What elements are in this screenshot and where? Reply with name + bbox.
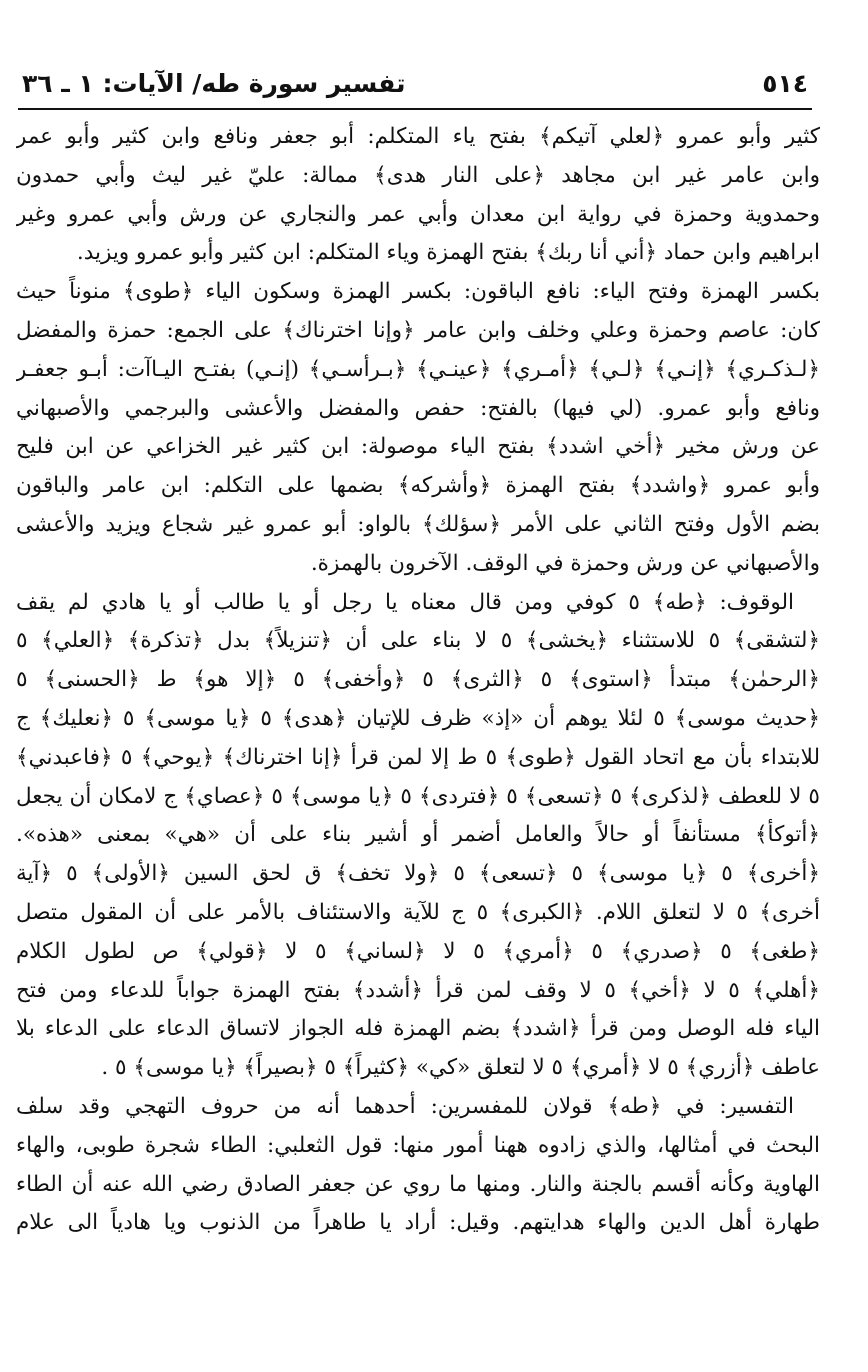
text-line: الوقوف: ﴿طه﴾ ٥ كوفي ومن قال معناه يا رجل أو يا طالب أو يا هادي لم يقف: [16, 589, 794, 615]
text-line: ٥ لا للعطف ﴿لذكرى﴾ ٥ ﴿تسعى﴾ ٥ ﴿فتردى﴾ ٥ ﴿يا موسى﴾ ٥ ﴿عصاي﴾ ج لامكان أن يجعل: [16, 783, 820, 809]
text-line: أخرى﴾ ٥ لا لتعلق اللام. ﴿الكبرى﴾ ٥ ج للآية والاستئناف بالأمر على أن المقول متصل: [16, 899, 820, 925]
text-line: وابن عامر غير ابن مجاهد ﴿على النار هدى﴾ ممالة: عليّ غير ليث وأبي حمدون: [16, 162, 820, 188]
text-line: طهارة أهل الدين والهاء هدايتهم. وقيل: أراد يا طاهراً من الذنوب ويا هادياً الى علام: [16, 1210, 820, 1236]
text-line: عن ورش مخير ﴿أخي اشدد﴾ بفتح الياء موصولة: ابن كثير غير الخزاعي عن ابن فليح: [16, 434, 820, 460]
text-line: بضم الأول وفتح الثاني على الأمر ﴿سؤلك﴾ بالواو: أبو عمرو غير شجاع ويزيد والأعشى: [16, 511, 820, 537]
text-line: ونافع وأبو عمرو. (لي فيها) بالفتح: حفص والمفضل والأعشى والبرجمي والأصبهاني: [16, 395, 820, 421]
body-text: [16, 118, 820, 1243]
text-line: كان: عاصم وحمزة وعلي وخلف وابن عامر ﴿وإنا اخترناك﴾ على الجمع: حمزة والمفضل: [16, 317, 820, 343]
text-line: البحث في أمثالها، والذي زادوه ههنا أمور منها: قول الثعلبي: الطاء شجرة طوبى، والهاء: [16, 1132, 820, 1158]
text-line: الياء فله الوصل ومن قرأ ﴿اشدد﴾ بضم الهمزة فله الجواز لاتساق الدعاء على الدعاء بلا: [16, 1016, 820, 1042]
text-line: التفسير: في ﴿طه﴾ قولان للمفسرين: أحدهما أنه من حروف التهجي وقد سلف: [16, 1093, 794, 1119]
text-line: ﴿حديث موسى﴾ ٥ لئلا يوهم أن «إذ» ظرف للإتيان ﴿هدى﴾ ٥ ﴿يا موسى﴾ ٥ ﴿نعليك﴾ ج: [16, 705, 820, 731]
running-title: تفسير سورة طه/ الآيات: ١ ـ ٣٦: [22, 69, 406, 98]
paragraph-tafsir: [16, 1088, 820, 1243]
text-line: للابتداء بأن مع اتحاد القول ﴿طوى﴾ ٥ ط إلا لمن قرأ ﴿إنا اخترناك﴾ ﴿يوحي﴾ ٥ ﴿فاعبدني﴾: [16, 744, 820, 770]
text-line: كثير وأبو عمرو ﴿لعلي آتيكم﴾ بفتح ياء المتكلم: أبو جعفر ونافع وابن كثير وأبو عمر: [16, 124, 820, 149]
text-line: ابراهيم وابن حماد ﴿أني أنا ربك﴾ بفتح الهمزة وياء المتكلم: ابن كثير وأبو عمرو ويزيد.: [76, 240, 820, 266]
page-number: ٥١٤: [762, 69, 808, 98]
text-line: وحمدوية وحمزة في رواية ابن معدان وأبي عمر والنجاري عن ورش وأبي عمرو وغير: [16, 201, 820, 227]
text-line: وأبو عمرو ﴿واشدد﴾ بفتح الهمزة ﴿وأشركه﴾ بضمها على التكلم: ابن عامر والباقون: [16, 473, 820, 499]
text-line: والأصبهاني عن ورش وحمزة في الوقف. الآخرون بالهمزة.: [310, 550, 820, 576]
text-line: ﴿الرحمٰن﴾ مبتدأ ﴿استوى﴾ ٥ ﴿الثرى﴾ ٥ ﴿وأخفى﴾ ٥ ﴿إلا هو﴾ ط ﴿الحسنى﴾ ٥: [16, 667, 820, 693]
text-line: ﴿طغى﴾ ٥ ﴿صدري﴾ ٥ ﴿أمري﴾ ٥ لا ﴿لساني﴾ ٥ لا ﴿قولي﴾ ص لطول الكلام: [16, 938, 820, 964]
text-line: بكسر الهمزة وفتح الياء: نافع الباقون: بكسر الهمزة وسكون الياء ﴿طوى﴾ منوناً حيث: [16, 279, 820, 305]
text-line: الهاوية وكأنه أقسم بالجنة والنار. ومنها ما روي عن جعفر الصادق رضي الله عنه أن الطاء: [16, 1171, 820, 1197]
text-line: عاطف ﴿أزري﴾ ٥ لا ﴿أمري﴾ ٥ لا لتعلق «كي» ﴿كثيراً﴾ ٥ ﴿بصيراً﴾ ﴿يا موسى﴾ ٥ .: [101, 1055, 820, 1081]
text-line: ﴿لـذكـري﴾ ﴿إنـي﴾ ﴿لـي﴾ ﴿أمـري﴾ ﴿عينـي﴾ ﴿بـرأسـي﴾ (إنـي) بفتـح اليـاآت: أبـو جعفـر: [16, 356, 820, 382]
header-divider: [18, 108, 812, 110]
text-line: ﴿أهلي﴾ ٥ لا ﴿أخي﴾ ٥ لا وقف لمن قرأ ﴿أشدد﴾ بفتح الهمزة جواباً للدعاء ومن فتح: [16, 977, 820, 1003]
paragraph-qiraat: [16, 118, 820, 584]
text-line: ﴿أخرى﴾ ٥ ﴿يا موسى﴾ ٥ ﴿تسعى﴾ ٥ ﴿ولا تخف﴾ ق لحق السين ﴿الأولى﴾ ٥ ﴿آية: [16, 861, 820, 887]
paragraph-wuquf: [16, 584, 820, 1088]
text-line: ﴿لتشقى﴾ ٥ للاستثناء ﴿يخشى﴾ ٥ لا بناء على أن ﴿تنزيلاً﴾ بدل ﴿تذكرة﴾ ﴿العلي﴾ ٥: [16, 628, 820, 654]
text-line: ﴿أتوكأ﴾ مستأنفاً أو حالاً والعامل أضمر أو أشير بناء على أن «هي» بمعنى «هذه».: [16, 822, 820, 848]
page-header: [22, 62, 808, 102]
